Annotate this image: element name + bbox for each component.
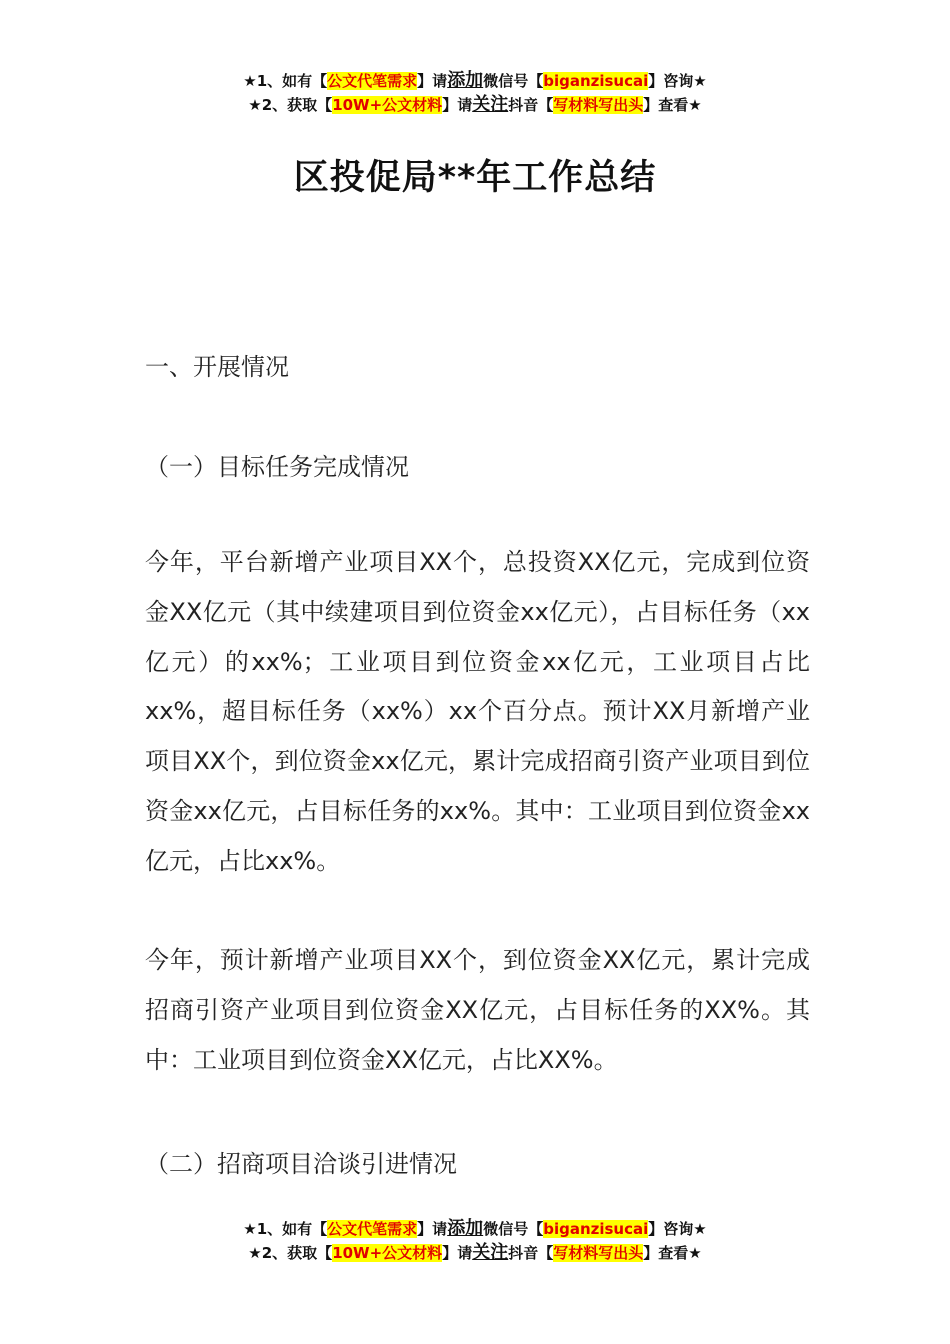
banner-text: 抖音【 [508, 96, 554, 114]
emphasis-add: 添加 [447, 1218, 484, 1239]
banner-text: 】请 [442, 96, 473, 114]
banner-text: ★2、获取【 [248, 96, 333, 114]
footer-banner [0, 1217, 950, 1265]
banner-text: 微信号【 [483, 1220, 544, 1238]
banner-text: 】查看★ [643, 1244, 702, 1262]
emphasis-follow: 关注 [472, 94, 509, 115]
highlight-douyin-id: 写材料写出头 [553, 1244, 644, 1262]
subsection-heading: （二）招商项目洽谈引进情况 [145, 1150, 457, 1178]
banner-text: 】请 [417, 72, 448, 90]
banner-text: 】请 [417, 1220, 448, 1238]
body-paragraph: 今年，预计新增产业项目XX个，到位资金XX亿元，累计完成招商引资产业项目到位资金XX亿元，占目标任务的XX%。其中：工业项目到位资金XX亿元，占比XX%。 [145, 946, 810, 1074]
banner-line-2 [0, 93, 950, 117]
subsection-heading: （一）目标任务完成情况 [145, 453, 409, 481]
emphasis-follow: 关注 [472, 1242, 509, 1263]
emphasis-add: 添加 [447, 70, 484, 91]
highlight-materials: 10W+公文材料 [332, 1244, 443, 1262]
banner-text: 微信号【 [483, 72, 544, 90]
banner-text: ★1、如有【 [243, 72, 328, 90]
highlight-wechat-id: biganzisucai [543, 72, 649, 90]
banner-text: ★1、如有【 [243, 1220, 328, 1238]
document-title: 区投促局**年工作总结 [293, 158, 657, 198]
banner-text: 】咨询★ [648, 72, 707, 90]
header-banner [0, 69, 950, 117]
banner-line-1 [0, 1217, 950, 1241]
section-heading: 一、开展情况 [145, 353, 289, 381]
highlight-douyin-id: 写材料写出头 [553, 96, 644, 114]
highlight-wechat-id: biganzisucai [543, 1220, 649, 1238]
body-paragraph: 今年，平台新增产业项目XX个，总投资XX亿元，完成到位资金XX亿元（其中续建项目到位资金xx亿元），占目标任务（xx亿元）的xx%；工业项目到位资金xx亿元，工业项目占比xx%，超目标任务（xx%）xx个百分点。预计XX月新增产业项目XX个，到位资金xx亿元，累计完成招商引资产业项目到位资金xx亿元，占目标任务的xx%。其中：工业项目到位资金xx亿元，占比xx%。 [145, 548, 810, 875]
banner-text: 抖音【 [508, 1244, 554, 1262]
banner-line-1 [0, 69, 950, 93]
banner-text: 】咨询★ [648, 1220, 707, 1238]
banner-text: 】请 [442, 1244, 473, 1262]
highlight-materials: 10W+公文材料 [332, 96, 443, 114]
banner-line-2 [0, 1241, 950, 1265]
banner-text: ★2、获取【 [248, 1244, 333, 1262]
banner-text: 】查看★ [643, 96, 702, 114]
highlight-service: 公文代笔需求 [327, 72, 418, 90]
highlight-service: 公文代笔需求 [327, 1220, 418, 1238]
